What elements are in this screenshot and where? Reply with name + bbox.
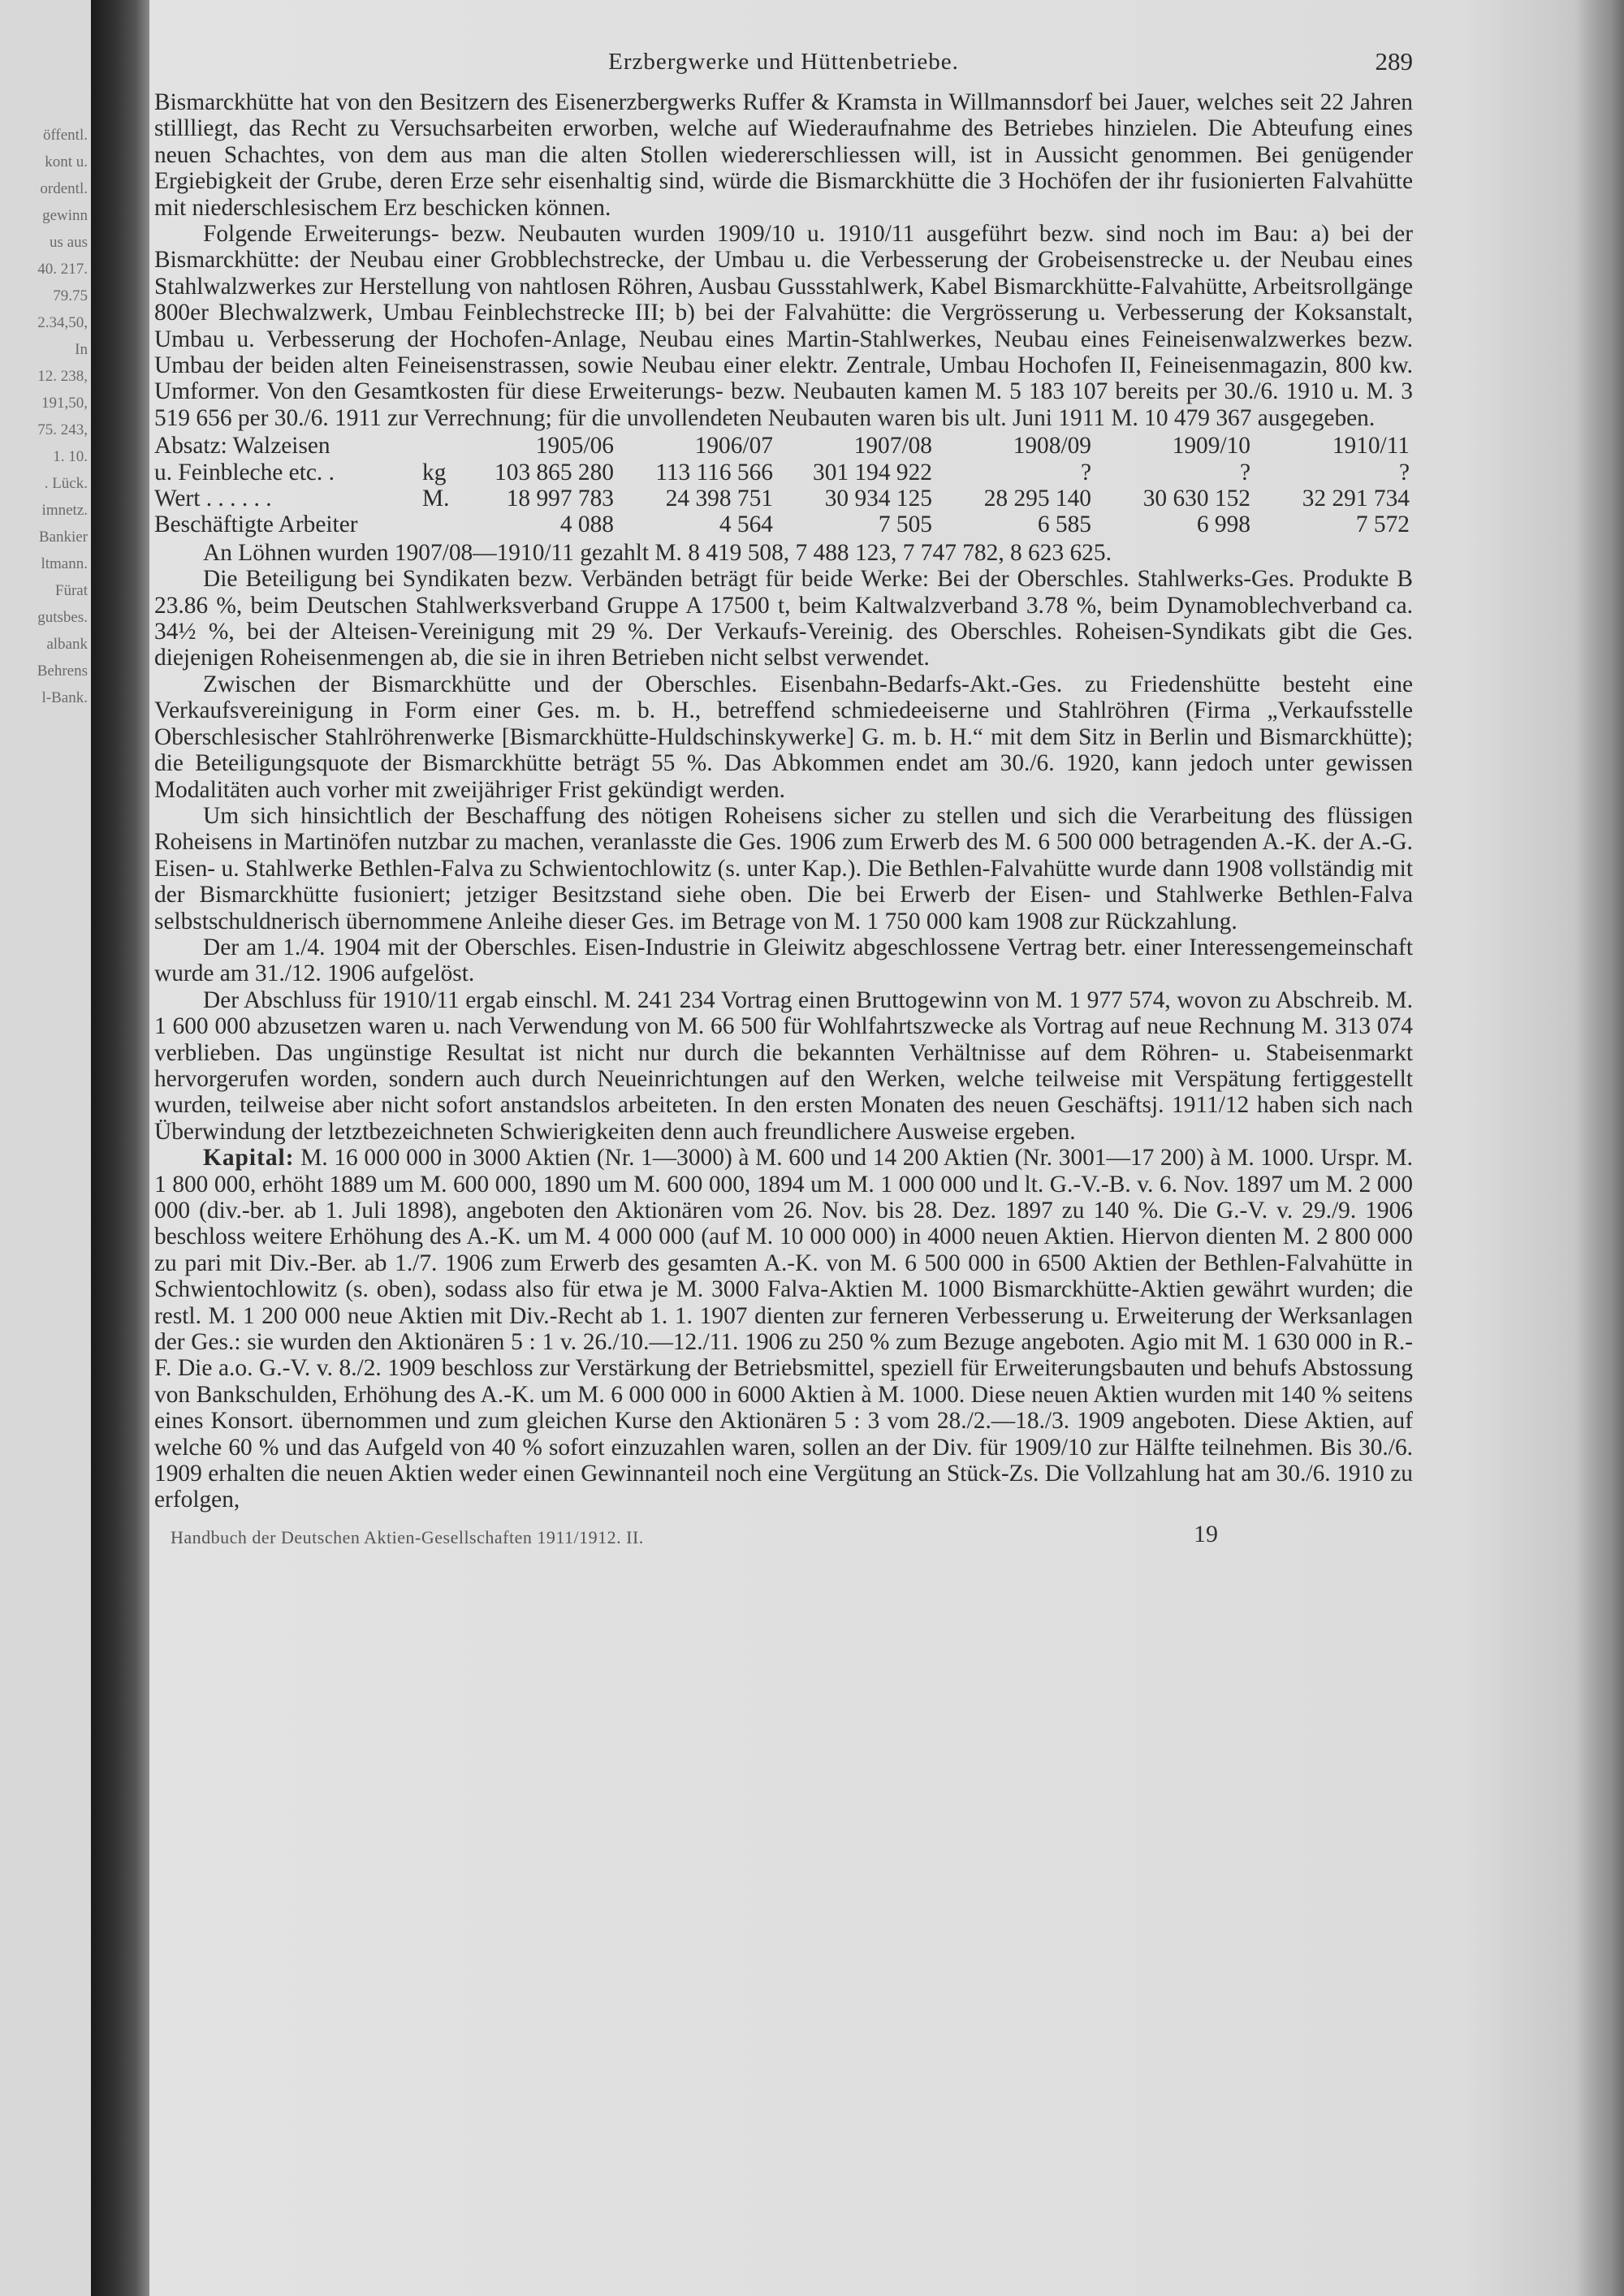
- table-column-header: 1907/08: [853, 433, 932, 460]
- table-cell: ?: [1398, 459, 1410, 486]
- book-gutter-shadow: [91, 0, 149, 2296]
- kapital-paragraph: [154, 1145, 1413, 1513]
- table-column-header: 1909/10: [1172, 433, 1250, 460]
- table-cell: 4 088: [559, 511, 614, 538]
- table-column-header: 1908/09: [1013, 433, 1091, 460]
- table-cell: 7 572: [1355, 511, 1410, 538]
- table-cell: 113 116 566: [655, 459, 773, 486]
- table-cell-unit: M.: [422, 486, 450, 512]
- footer-title: Handbuch der Deutschen Aktien-Gesellschaften 1911/1912. II.: [171, 1526, 644, 1547]
- margin-fragment: 40. 217.: [37, 261, 88, 278]
- table-cell: ?: [1239, 459, 1250, 486]
- table-cell-label: Absatz: Walzeisen: [154, 433, 330, 460]
- table-cell: 103 865 280: [495, 459, 614, 486]
- margin-fragment: ltmann.: [41, 555, 88, 572]
- table-cell: 6 998: [1196, 511, 1250, 538]
- page-edge-shadow: [1575, 0, 1624, 2296]
- table-row: [154, 511, 1413, 537]
- table-column-header: 1905/06: [535, 433, 614, 460]
- margin-fragment: öffentl.: [42, 127, 88, 144]
- table-cell: 18 997 783: [506, 486, 614, 512]
- margin-fragment: l-Bank.: [41, 689, 88, 706]
- table-cell-label: Wert . . . . . .: [154, 486, 272, 512]
- table-row: [154, 486, 1413, 511]
- table-cell: 4 564: [719, 511, 773, 538]
- margin-fragment: gewinn: [42, 207, 88, 224]
- margin-fragment: 75. 243,: [37, 421, 88, 438]
- table-column-header: 1906/07: [694, 433, 773, 460]
- page-header: [154, 49, 1413, 89]
- table-cell-unit: [422, 511, 455, 537]
- margin-fragment: In: [75, 341, 88, 358]
- margin-fragment: Fürat: [54, 582, 88, 599]
- margin-fragment: Bankier: [38, 529, 88, 546]
- signature-mark: 19: [1194, 1520, 1218, 1547]
- table-cell: 7 505: [878, 511, 932, 538]
- table-cell: 30 630 152: [1142, 486, 1250, 512]
- table-cell-label: Beschäftigte Arbeiter: [154, 511, 358, 538]
- margin-fragment: 12. 238,: [37, 368, 88, 385]
- table-cell: 24 398 751: [665, 486, 773, 512]
- margin-fragment: 79.75: [53, 287, 88, 304]
- paragraph: Zwischen der Bismarckhütte und der Oberschles. Eisenbahn-Bedarfs-Akt.-Ges. zu Friedenshütte besteht eine Verkaufsvereinigung in Form einer Ges. m. b. H., betreffend schmiedeeiserne und Stahlröhren (Firma „Verkaufsstelle Oberschlesischer Stahlröhrenwerke [Bismarckhütte-Huldschinskywerke] G. m. b. H.“ mit dem Sitz in Berlin und Bismarckhütte); die Beteiligungsquote der Bismarckhütte beträgt 55 %. Das Abkommen endet am 30./6. 1920, kann jedoch unter gewissen Modalitäten auch vorher mit zweijähriger Frist gekündigt werden.: [154, 671, 1413, 803]
- page-number: 289: [1375, 47, 1413, 76]
- margin-fragment: 2.34,50,: [37, 314, 88, 331]
- paragraph: Der Abschluss für 1910/11 ergab einschl. M. 241 234 Vortrag einen Bruttogewinn von M. 1 977 574, wovon zu Abschreib. M. 1 600 000 abzusetzen waren u. nach Verwendung von M. 66 500 für Wohlfahrtszwecke als Vortrag auf neue Rechnung M. 313 074 verblieben. Das ungünstige Resultat ist nicht nur durch die bekannten Verhältnisse auf dem Röhren- u. Stabeisenmarkt hervorgerufen worden, sondern auch durch Neueinrichtungen auf den Werken, welche teilweise mit Verspätung fertiggestellt wurden, teilweise aber nicht sofort anstandslos arbeiteten. In den ersten Monaten des neuen Geschäftsj. 1911/12 haben sich nach Überwindung der letztbezeichneten Schwierigkeiten denn auch freundlichere Ausweise ergeben.: [154, 986, 1413, 1145]
- table-cell: 32 291 734: [1302, 486, 1410, 512]
- margin-fragment: Behrens: [37, 662, 88, 680]
- margin-fragment: 1. 10.: [53, 448, 88, 465]
- table-cell: 30 934 125: [824, 486, 932, 512]
- page-content: [154, 49, 1413, 1551]
- margin-fragment: imnetz.: [41, 502, 88, 519]
- paragraph: Um sich hinsichtlich der Beschaffung des nötigen Roheisens sicher zu stellen und sich die Verarbeitung des flüssigen Roheisens in Martinöfen nutzbar zu machen, veranlasste die Ges. 1906 zum Erwerb des M. 6 500 000 betragenden A.-K. der A.-G. Eisen- u. Stahlwerke Bethlen-Falva zu Schwientochlowitz (s. unter Kap.). Die Bethlen-Falvahütte wurde dann 1908 vollständig mit der Bismarckhütte fusioniert; jetziger Besitzstand siehe oben. Die bei Erwerb der Eisen- und Stahlwerke Bethlen-Falva selbstschuldnerisch übernommene Anleihe dieser Ges. im Betrage von M. 1 750 000 kam 1908 zur Rückzahlung.: [154, 802, 1413, 934]
- table-cell: 28 295 140: [983, 486, 1091, 512]
- kapital-text: M. 16 000 000 in 3000 Aktien (Nr. 1—3000) à M. 600 und 14 200 Aktien (Nr. 3001—17 200) à M. 1000. Urspr. M. 1 800 000, erhöht 1889 um M. 600 000, 1890 um M. 600 000, 1894 um M. 1 000 000 und lt. G.-V.-B. v. 6. Nov. 1897 um M. 2 000 000 (div.-ber. ab 1. Juli 1898), angeboten den Aktionären vom 26. Nov. bis 28. Dez. 1897 zu 140 %. Die G.-V. v. 29./9. 1906 beschloss weitere Erhöhung des A.-K. um M. 4 000 000 (auf M. 10 000 000) in 4000 neuen Aktien. Hiervon dienten M. 2 800 000 zu pari mit Div.-Ber. ab 1./7. 1906 zum Erwerb des gesamten A.-K. von M. 6 500 000 in 6500 Aktien der Bethlen-Falvahütte in Schwientochlowitz (s. oben), sodass also für etwa je M. 3000 Falva-Aktien M. 1000 Bismarckhütte-Aktien gewährt wurden; die restl. M. 1 200 000 neue Aktien mit Div.-Recht ab 1. 1. 1907 dienten zur ferneren Verbesserung u. Erweiterung der Werksanlagen der Ges.: sie wurden den Aktionären 5 : 1 v. 26./10.—12./11. 1906 zu 250 % zum Bezuge angeboten. Agio mit M. 1 630 000 in R.-F. Die a.o. G.-V. v. 8./2. 1909 beschloss zur Verstärkung der Betriebsmittel, speziell für Erweiterungsbauten und behufs Abstossung von Bankschulden, Erhöhung des A.-K. um M. 6 000 000 in 6000 Aktien à M. 1000. Diese neuen Aktien wurden mit 140 % seitens eines Konsort. übernommen und zum gleichen Kurse den Aktionären 5 : 3 vom 28./2.—18./3. 1909 angeboten. Diese Aktien, auf welche 60 % und das Aufgeld von 40 % sofort einzuzahlen waren, sollen an der Div. für 1909/10 zur Hälfte teilnehmen. Bis 30./6. 1909 erhalten die neuen Aktien weder einen Gewinnanteil noch eine Vergütung an Stück-Zs. Die Vollzahlung hat am 30./6. 1910 zu erfolgen,: [154, 1145, 1413, 1513]
- margin-fragment: albank: [46, 636, 88, 653]
- margin-fragment: . Lück.: [44, 475, 88, 492]
- statistics-table: [154, 433, 1413, 538]
- paragraph: An Löhnen wurden 1907/08—1910/11 gezahlt M. 8 419 508, 7 488 123, 7 747 782, 8 623 625.: [203, 539, 1112, 566]
- table-column-header: 1910/11: [1332, 433, 1410, 460]
- margin-fragment: gutsbes.: [37, 609, 88, 626]
- facing-page-margin: [0, 0, 91, 2296]
- table-cell: 6 585: [1037, 511, 1091, 538]
- paragraph: Folgende Erweiterungs- bezw. Neubauten wurden 1909/10 u. 1910/11 ausgeführt bezw. sind noch im Bau: a) bei der Bismarckhütte: der Neubau einer Grobblechstrecke, der Umbau u. die Verbesserung der Grobeisenstrecke u. der Neubau eines Stahlwalzwerkes zur Herstellung von nahtlosen Röhren, Ausbau Gussstahlwerk, Kabel Bismarckhütte-Falvahütte, Arbeitsrollgänge 800er Blechwalzwerk, Umbau Feinblechstrecke III; b) bei der Falvahütte: die Vergrösserung u. Verbesserung der Koksanstalt, Umbau u. Verbesserung der Hochofen-Anlage, Neubau eines Martin-Stahlwerkes, Neubau eines Feineisenwalzwerkes bezw. Umbau der beiden alten Feineisenstrassen, sowie Neubau einer elektr. Zentrale, Umbau Hochofen II, Feineisenmagazin, 800 kw. Umformer. Von den Gesamtkosten für diese Erweiterungs- bezw. Neubauten kamen M. 5 183 107 bereits per 30./6. 1910 u. M. 3 519 656 per 30./6. 1911 zur Verrechnung; für die unvollendeten Neubauten waren bis ult. Juni 1911 M. 10 479 367 ausgegeben.: [154, 221, 1413, 431]
- margin-fragment: 191,50,: [41, 395, 88, 412]
- running-head: Erzbergwerke und Hüttenbetriebe.: [608, 49, 959, 75]
- page-footer: [154, 1518, 1413, 1551]
- table-cell-unit: kg: [422, 459, 447, 486]
- table-cell: 301 194 922: [813, 459, 932, 486]
- table-cell: ?: [1080, 459, 1091, 486]
- paragraph: Der am 1./4. 1904 mit der Oberschles. Eisen-Industrie in Gleiwitz abgeschlossene Vertrag betr. einer Interessengemeinschaft wurde am 31./12. 1906 aufgelöst.: [154, 934, 1413, 987]
- table-row: [154, 460, 1413, 486]
- table-header-row: [154, 433, 1413, 459]
- margin-fragment: kont u.: [45, 153, 88, 170]
- margin-fragment: ordentl.: [40, 180, 88, 197]
- table-cell-label: u. Feinbleche etc. .: [154, 459, 335, 486]
- paragraph: Bismarckhütte hat von den Besitzern des Eisenerzbergwerks Ruffer & Kramsta in Willmannsdorf bei Jauer, welches seit 22 Jahren stillliegt, das Recht zu Versuchsarbeiten erworben, welche auf Wiederaufnahme des Betriebes hinzielen. Die Abteufung eines neuen Schachtes, von dem aus man die alten Stollen wiedererschliessen will, ist in Aussicht genommen. Bei genügender Ergiebigkeit der Grube, deren Erze sehr eisenhaltig sind, würde die Bismarckhütte die 3 Hochöfen der ihr fusionierten Falvahütte mit niederschlesischem Erz beschicken können.: [154, 89, 1413, 221]
- margin-fragment: us aus: [50, 234, 88, 251]
- paragraph: Die Beteiligung bei Syndikaten bezw. Verbänden beträgt für beide Werke: Bei der Oberschles. Stahlwerks-Ges. Produkte B 23.86 %, beim Deutschen Stahlwerksverband Gruppe A 17500 t, beim Kaltwalzverband 3.78 %, beim Dynamoblechverband ca. 34½ %, bei der Alteisen-Vereinigung mit 29 %. Der Verkaufs-Vereinig. des Oberschles. Roheisen-Syndikats gibt die Ges. diejenigen Roheisenmengen ab, die sie in ihren Betrieben nicht selbst verwendet.: [154, 566, 1413, 671]
- table-cell-unit: [422, 433, 455, 459]
- kapital-label: Kapital:: [203, 1145, 295, 1172]
